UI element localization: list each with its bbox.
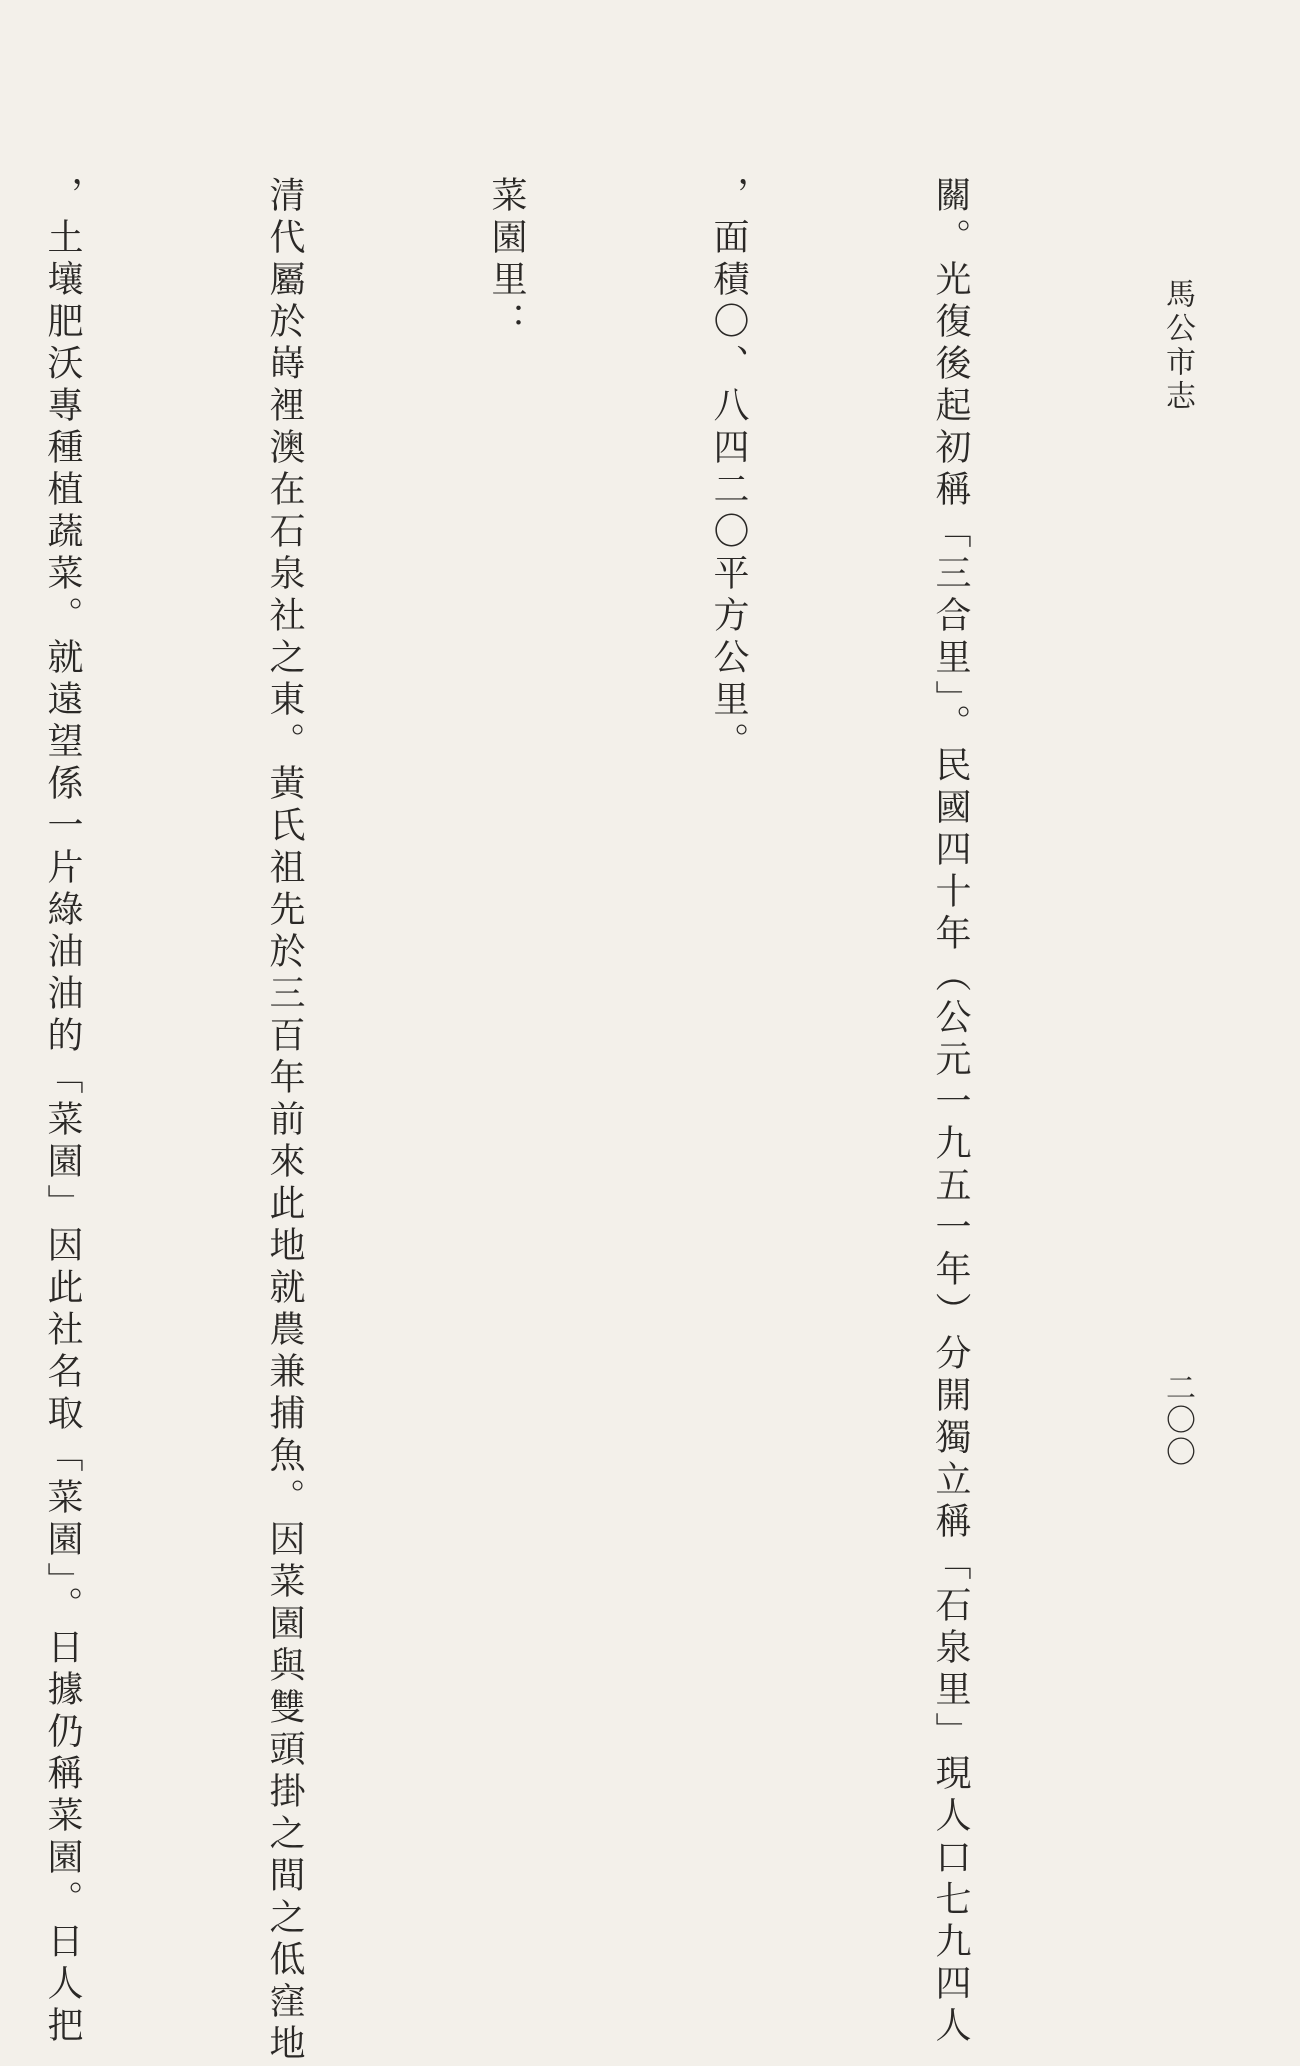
running-header-title: 馬公市志 [1160, 278, 1195, 414]
text-column: ，土壤肥沃專種植蔬菜。就遠望係一片綠油油的「菜園」因此社名取「菜園」。日據仍稱菜園。日人把 [42, 176, 83, 2048]
vertical-body-text [42, 176, 1135, 2066]
page-number: 二〇〇 [1160, 1372, 1195, 1468]
text-column: ，面積〇、八四二〇平方公里。 [708, 176, 749, 764]
section-heading: 菜園里： [486, 176, 527, 344]
text-column: 關。光復後起初稱「三合里」。民國四十年（公元一九五一年）分開獨立稱「石泉里」現人口七九四人 [930, 176, 971, 2048]
text-column: 清代屬於嵵裡澳在石泉社之東。黃氏祖先於三百年前來此地就農兼捕魚。因菜園與雙頭掛之間之低窪地 [264, 176, 305, 2066]
